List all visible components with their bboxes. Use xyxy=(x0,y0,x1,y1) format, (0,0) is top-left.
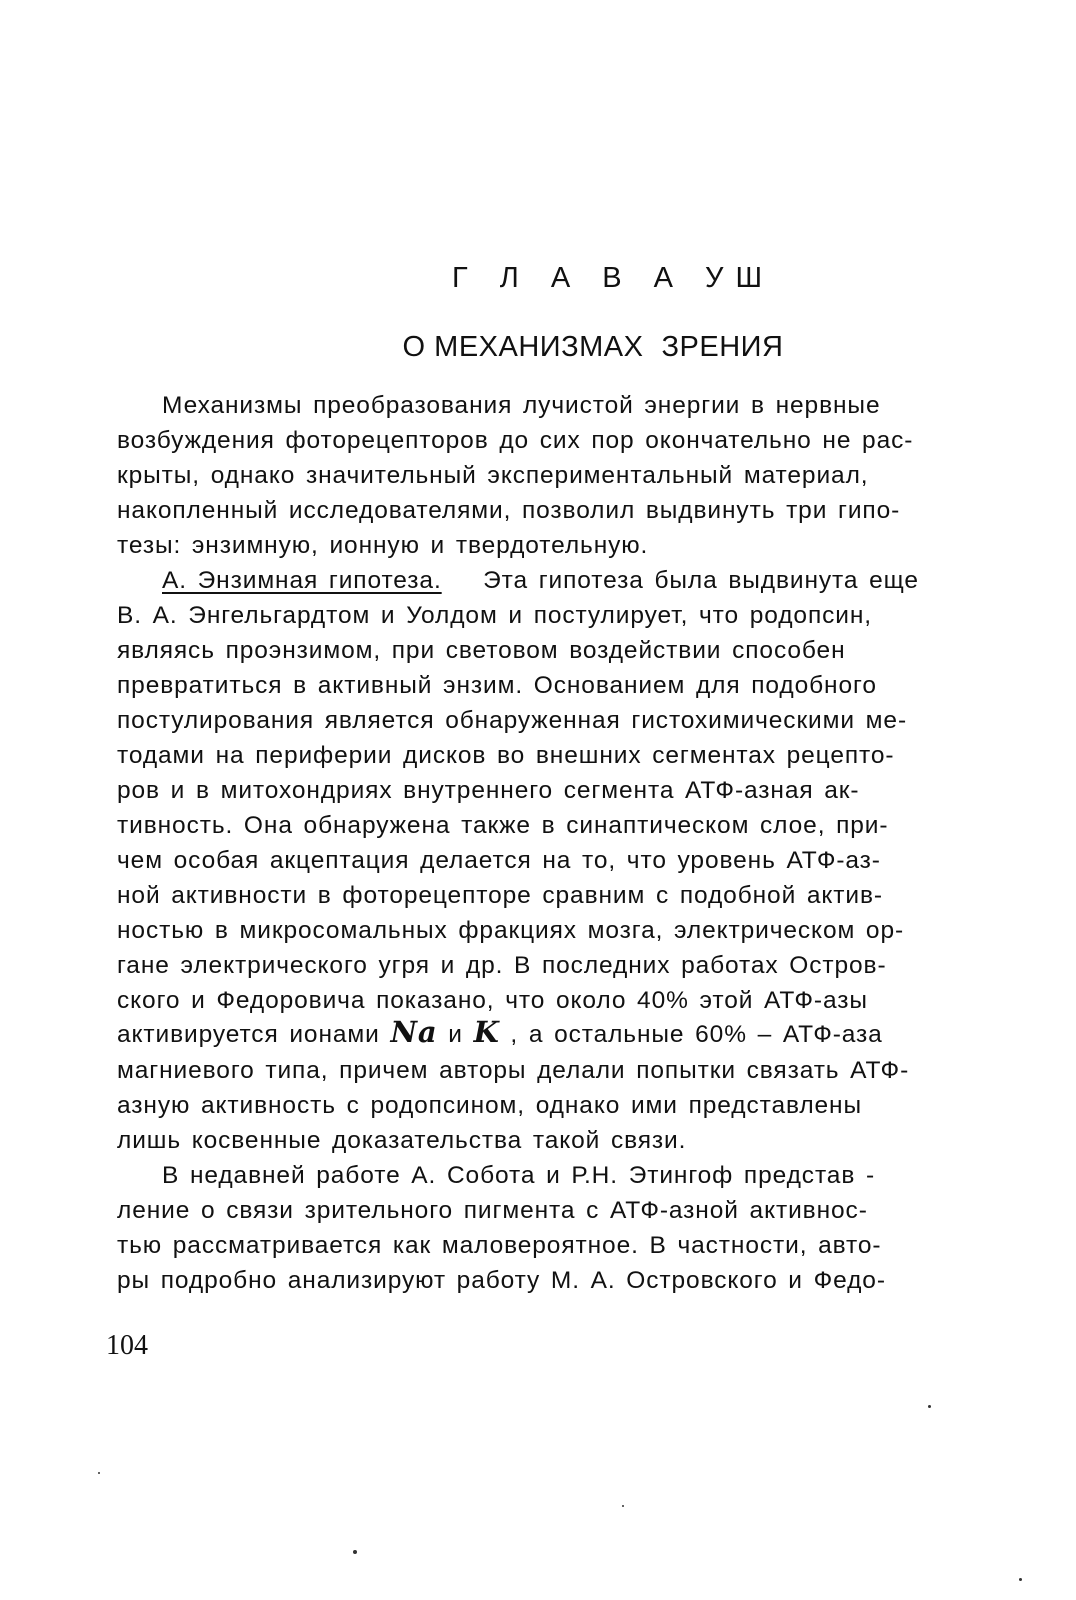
ion-line-start: активируется ионами xyxy=(117,1021,380,1048)
text-line: являясь проэнзимом, при световом воздействии способен xyxy=(117,637,846,664)
chapter-heading: Г Л А В А УШ xyxy=(451,262,775,294)
chapter-title xyxy=(0,331,1076,364)
scan-speck xyxy=(1019,1578,1022,1581)
scan-speck xyxy=(353,1550,357,1554)
text-line xyxy=(117,1017,883,1050)
section-heading-enzymatic-hypothesis: А. Энзимная гипотеза. xyxy=(162,567,442,594)
section-heading-continuation: Эта гипотеза была выдвинута еще xyxy=(483,567,919,594)
text-line: ров и в митохондриях внутреннего сегмента АТФ-азная ак- xyxy=(117,777,860,804)
text-line: ского и Федоровича показано, что около 40% этой АТФ-азы xyxy=(117,987,868,1014)
sodium-symbol: Na xyxy=(390,1015,438,1049)
text-line xyxy=(162,566,919,596)
chapter-title-part2: ЗРЕНИЯ xyxy=(661,331,784,363)
page-number: 104 xyxy=(106,1330,148,1361)
text-line: В недавней работе А. Собота и Р.Н. Этингоф представ - xyxy=(162,1162,876,1189)
text-line: постулирования является обнаруженная гистохимическими ме- xyxy=(117,707,908,734)
text-line: магниевого типа, причем авторы делали попытки связать АТФ- xyxy=(117,1057,910,1084)
text-line: тивность. Она обнаружена также в синаптическом слое, при- xyxy=(117,812,889,839)
text-line: ной активности в фоторецепторе сравним с подобной актив- xyxy=(117,882,883,909)
text-line: тодами на периферии дисков во внешних сегментах рецепто- xyxy=(117,742,895,769)
scan-speck xyxy=(622,1505,624,1507)
text-line: чем особая акцептация делается на то, что уровень АТФ-аз- xyxy=(117,847,881,874)
text-line: ление о связи зрительного пигмента с АТФ-азной активнос- xyxy=(117,1197,868,1224)
text-line: возбуждения фоторецепторов до сих пор окончательно не рас- xyxy=(117,427,914,454)
text-line: тью рассматривается как маловероятное. В частности, авто- xyxy=(117,1232,882,1259)
text-line: ностью в микросомальных фракциях мозга, электрическом ор- xyxy=(117,917,905,944)
text-line: В. А. Энгельгардтом и Уолдом и постулирует, что родопсин, xyxy=(117,602,872,629)
text-line: накопленный исследователями, позволил выдвинуть три гипо- xyxy=(117,497,901,524)
text-line: Механизмы преобразования лучистой энергии в нервные xyxy=(162,392,881,419)
text-line: ры подробно анализируют работу М. А. Островского и Федо- xyxy=(117,1267,886,1294)
scan-speck xyxy=(928,1405,931,1408)
text-line: гане электрического угря и др. В последних работах Остров- xyxy=(117,952,887,979)
text-line: тезы: энзимную, ионную и твердотельную. xyxy=(117,532,649,559)
text-line: крыты, однако значительный экспериментальный материал, xyxy=(117,462,869,489)
text-line: лишь косвенные доказательства такой связи. xyxy=(117,1127,687,1154)
ion-line-end: , а остальные 60% – АТФ-аза xyxy=(510,1021,883,1048)
text-line: азную активность с родопсином, однако ими представлены xyxy=(117,1092,862,1119)
chapter-title-part1: О МЕХАНИЗМАХ xyxy=(402,331,644,363)
potassium-symbol: K xyxy=(473,1015,500,1049)
ion-conjunction: и xyxy=(448,1021,463,1048)
text-line: превратиться в активный энзим. Основанием для подобного xyxy=(117,672,877,699)
scan-speck xyxy=(98,1472,100,1474)
